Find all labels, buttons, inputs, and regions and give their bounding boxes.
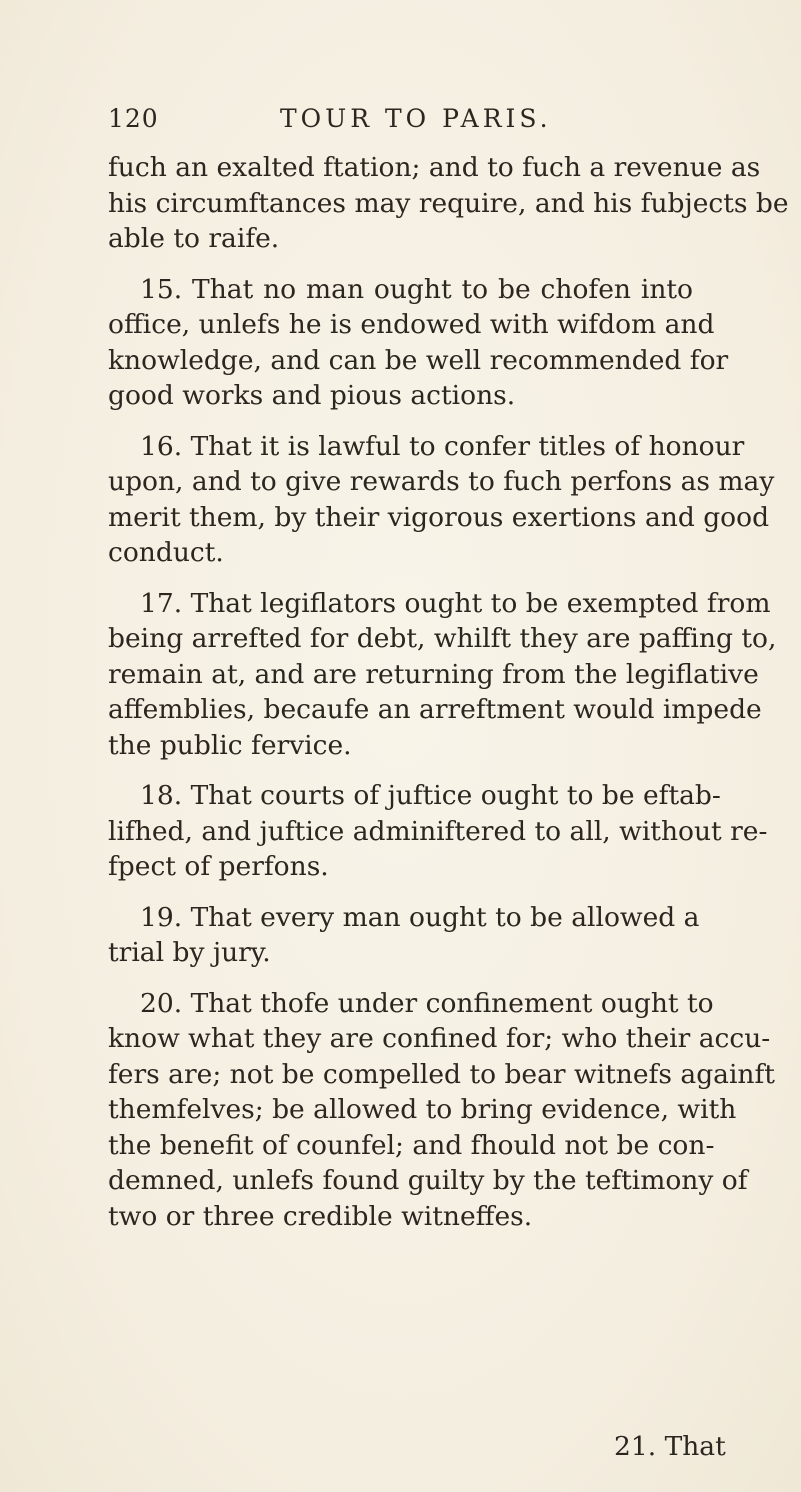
- text-line: 16. That it is lawful to confer titles of honour: [140, 430, 745, 462]
- paragraph-20: [108, 986, 775, 1235]
- text-line: affemblies, becaufe an arreftment would impede: [108, 694, 762, 725]
- text-line: the benefit of counfel; and fhould not be con-: [108, 1129, 715, 1161]
- text-line: conduct.: [108, 537, 224, 568]
- text-line: 15. That no man ought to be chofen into: [140, 273, 693, 305]
- text-line: 19. That every man ought to be allowed a: [140, 901, 700, 933]
- text-line: fers are; not be compelled to bear witnefs againft: [108, 1058, 775, 1090]
- paragraph-16: [108, 429, 775, 571]
- running-head: TOUR TO PARIS.: [280, 104, 552, 133]
- text-line: themfelves; be allowed to bring evidence, with: [108, 1094, 737, 1125]
- catchword: 21. That: [614, 1431, 726, 1462]
- text-line: good works and pious actions.: [108, 380, 516, 411]
- text-line: know what they are confined for; who their accu-: [108, 1023, 771, 1054]
- text-line: upon, and to give rewards to fuch perfons as may: [108, 466, 775, 497]
- text-line: merit them, by their vigorous exertions and good: [108, 501, 770, 533]
- body-text: [108, 150, 789, 1234]
- text-line: the public fervice.: [108, 729, 352, 761]
- text-line: demned, unlefs found guilty by the teftimony of: [108, 1165, 748, 1196]
- text-line: able to raife.: [108, 223, 280, 254]
- paragraph-15: [108, 272, 729, 414]
- text-line: 20. That thofe under confinement ought to: [140, 987, 714, 1019]
- paragraph-19: [108, 900, 700, 971]
- page-header: [108, 104, 748, 144]
- text-line: trial by jury.: [108, 937, 271, 968]
- text-line: office, unlefs he is endowed with wifdom and: [108, 309, 715, 340]
- text-line: lifhed, and juftice adminiftered to all, without re-: [108, 815, 768, 847]
- text-line: being arrefted for debt, whilft they are paffing to,: [108, 623, 777, 654]
- paragraph-18: [108, 778, 768, 885]
- page-number: 120: [108, 104, 159, 133]
- paragraph-17: [108, 586, 777, 764]
- text-line: 18. That courts of juftice ought to be eftab-: [140, 780, 721, 811]
- text-line: two or three credible witneffes.: [108, 1200, 533, 1232]
- text-line: 17. That legiflators ought to be exempted from: [140, 587, 771, 619]
- text-line: fpect of perfons.: [108, 851, 329, 882]
- text-line: his circumftances may require, and his fubjects be: [108, 187, 789, 219]
- paragraph-14-continued: [108, 150, 789, 257]
- text-line: fuch an exalted ftation; and to fuch a revenue as: [108, 152, 761, 183]
- text-line: knowledge, and can be well recommended for: [108, 344, 729, 376]
- text-line: remain at, and are returning from the legiflative: [108, 658, 759, 690]
